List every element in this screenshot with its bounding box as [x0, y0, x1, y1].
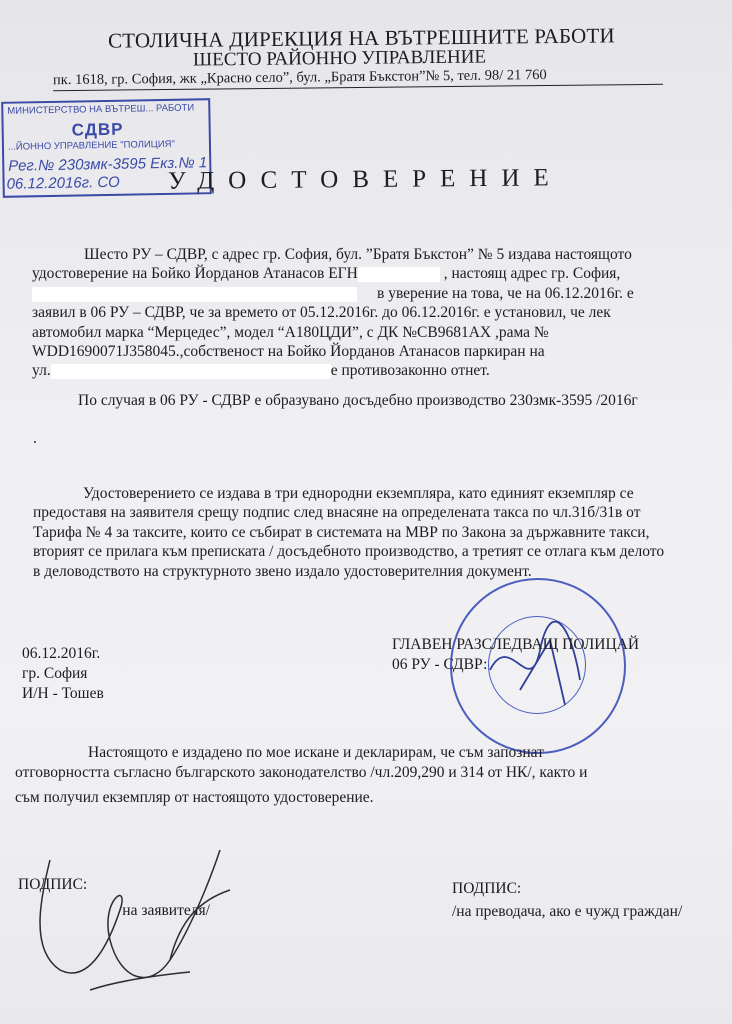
body-line: заявил в 06 РУ – СДВР, че за времето от 05.12.2016г. до 06.12.2016г. е установил, че лек — [32, 304, 611, 322]
paragraph-main — [32, 245, 722, 381]
header-title: СТОЛИЧНА ДИРЕКЦИЯ НА ВЪТРЕШНИТЕ РАБОТИ — [107, 23, 615, 53]
paragraph-copies — [33, 484, 732, 581]
document-title: УДОСТОВЕРЕНИЕ — [167, 164, 563, 195]
case-paragraph-dot: . — [33, 430, 37, 447]
body-line: ул. е противозаконно отнет. — [32, 362, 490, 380]
body-line: предоставя на заявителя срещу подпис след внасяне на определената такса по чл.31б/31в от — [33, 504, 641, 522]
translator-signature-caption: /на преводача, ако е чужд граждан/ — [452, 903, 683, 920]
officer-position: ГЛАВЕН РАЗСЛЕДВАЩ ПОЛИЦАЙ — [392, 636, 640, 653]
body-line: в уверение на това, че на 06.12.2016г. е — [32, 284, 722, 303]
case-paragraph: По случая в 06 РУ - СДВР е образувано досъдебно производство 230змк-3595 /2016г — [78, 392, 638, 409]
stamp-date: 06.12.2016г. СО — [6, 173, 120, 193]
applicant-signature — [20, 840, 250, 1000]
redaction-block — [358, 267, 440, 282]
body-line: вторият се прилага към преписката / досъдебното производство, а третият се отлага към делото — [33, 543, 665, 561]
body-line: в деловодството на структурното звено издало удостоверителния документ. — [33, 562, 532, 580]
declaration-line-3: съм получил екземпляр от настоящото удостоверение. — [15, 789, 374, 806]
body-line: Шесто РУ – СДВР, с адрес гр. София, бул. ”Братя Бъкстон” № 5 издава настоящото — [84, 246, 632, 263]
issue-date: 06.12.2016г. — [22, 645, 101, 662]
body-line: Удостоверението се издава в три еднородни екземпляра, като единият екземпляр се — [83, 485, 634, 502]
redaction-block — [32, 287, 357, 302]
stamp-line-1: МИНИСТЕРСТВО НА ВЪТРЕШ... РАБОТИ — [7, 102, 195, 117]
translator-signature-label: ПОДПИС: — [452, 880, 522, 897]
stamp-reg-number: Рег.№ 230змк-3595 Екз.№ 1 — [8, 154, 208, 175]
stamp-line-3: ...ЙОННО УПРАВЛЕНИЕ "ПОЛИЦИЯ" — [7, 138, 175, 153]
issue-author: И/Н - Тошев — [22, 685, 104, 702]
header-address: пк. 1618, гр. София, жк „Красно село”, бул. „Братя Бъкстон”№ 5, тел. 98/ 21 760 — [53, 66, 663, 91]
body-line: автомобил марка “Мерцедес”, модел “А180ЦДИ”, с ДК №СВ9681АХ ,рама № — [32, 323, 549, 341]
issue-city: гр. София — [22, 665, 88, 682]
applicant-signature-caption: /на заявителя/ — [118, 902, 210, 919]
applicant-signature-label: ПОДПИС: — [18, 876, 88, 893]
declaration-line-2: отговорността съгласно българското законодателство /чл.209,290 и 314 от НК/, както и — [15, 764, 588, 781]
stamp-line-2: СДВР — [71, 119, 124, 140]
body-line: WDD1690071J358045.,собственост на Бойко Йорданов Атанасов паркиран на — [32, 343, 545, 361]
officer-signature — [480, 610, 600, 720]
officer-unit: 06 РУ - СДВР: — [392, 656, 488, 673]
header-subtitle: ШЕСТО РАЙОННО УПРАВЛЕНИЕ — [192, 46, 487, 71]
declaration-line-1: Настоящото е издадено по мое искане и декларирам, че съм запознат — [88, 744, 544, 761]
body-line: Тарифа № 4 за таксите, които се събират в системата на МВР по Закона за държавните такси, — [33, 523, 650, 541]
body-line: удостоверение на Бойко Йорданов Атанасов ЕГН , настоящ адрес гр. София, — [32, 265, 621, 283]
redaction-block — [51, 364, 331, 379]
